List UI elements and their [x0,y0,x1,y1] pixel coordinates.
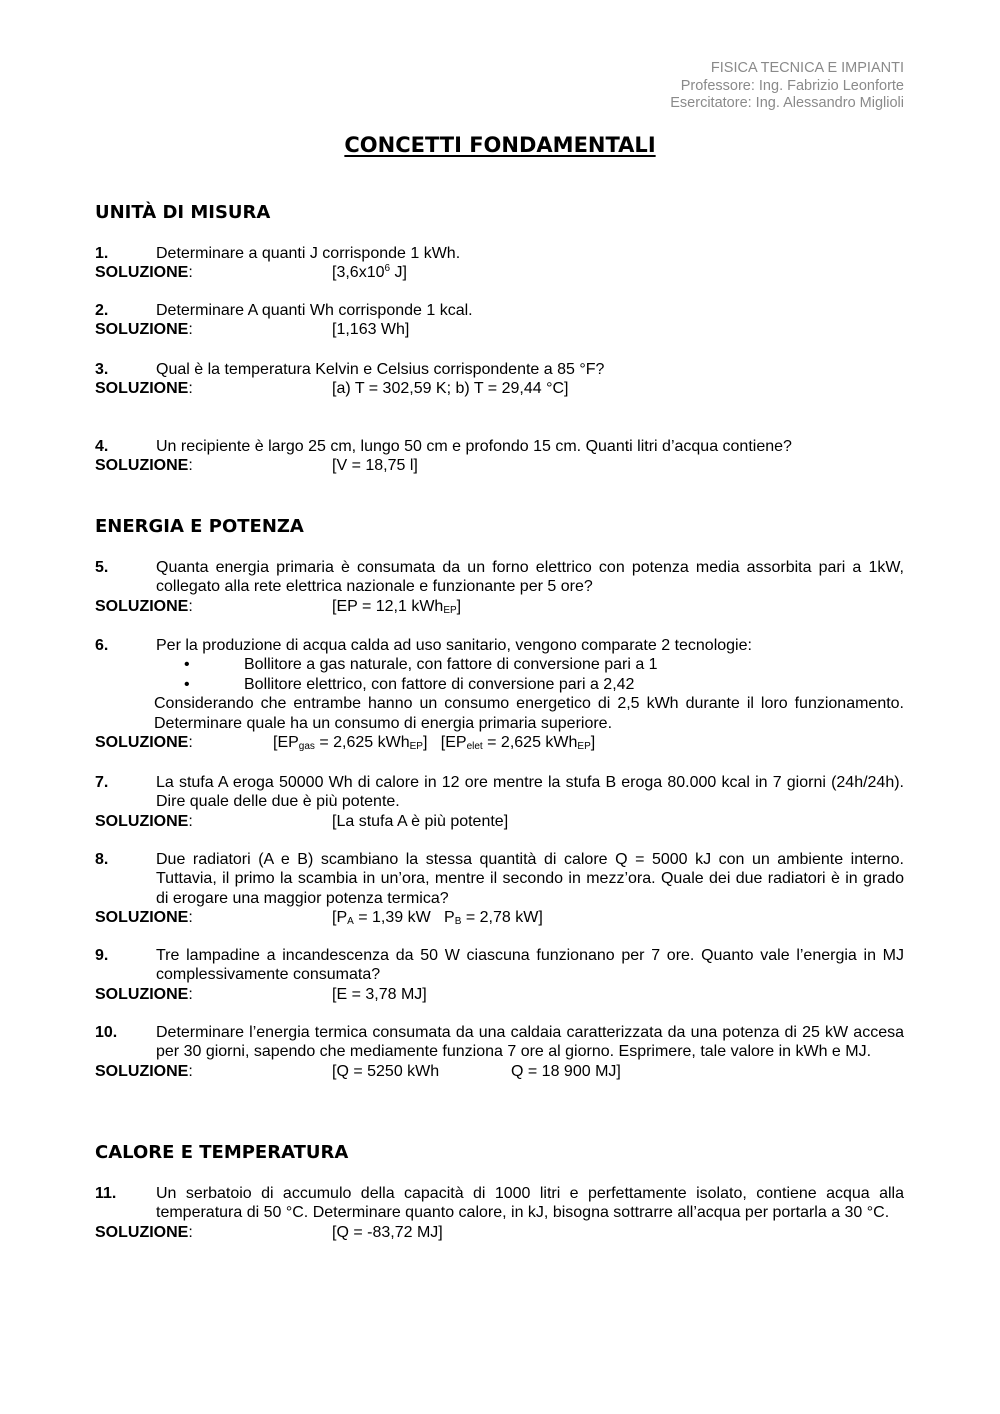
problem-number: 10. [95,1024,118,1041]
bullet-icon: • [184,656,190,674]
problem-2 [95,301,904,340]
solution-value: [Q = -83,72 MJ] [332,1223,443,1241]
section-heading-energy: ENERGIA E POTENZA [95,516,304,537]
problem-text: Qual è la temperatura Kelvin e Celsius corrispondente a 85 °F? [156,361,605,378]
solution-label: SOLUZIONE: [95,985,193,1003]
solution-value: [E = 3,78 MJ] [332,985,427,1003]
problem-7 [95,773,904,831]
solution-value: [$EP_{gas} = 2,625$ kWh$_{EP}$] [$EP_{elet} = 2,625$ kWh$_{EP}$] [273,734,596,753]
solution-row [95,1062,904,1081]
solution-row [95,985,904,1004]
solution-value-secondary: Q = 18 900 MJ] [511,1062,621,1080]
solution-value: [V = 18,75 l] [332,457,418,475]
bullet-icon: • [184,675,190,693]
solution-row [95,379,904,398]
problem-number: 5. [95,559,109,576]
solution-value: [a) T = 302,59 K; b) T = 29,44 °C] [332,380,569,398]
problem-number: 1. [95,245,109,262]
solution-value: [1,163 Wh] [332,321,410,339]
solution-row [95,320,904,339]
page-title: CONCETTI FONDAMENTALI [344,133,656,157]
problem-4 [95,437,904,476]
solution-label: SOLUZIONE: [95,380,193,398]
solution-label: SOLUZIONE: [95,909,193,927]
solution-label: SOLUZIONE: [95,597,193,615]
solution-value: [$3,6x10^6$ J] [332,263,407,282]
solution-label: SOLUZIONE: [95,734,193,752]
solution-row [95,1223,904,1242]
problem-text: Un recipiente è largo 25 cm, lungo 50 cm e profondo 15 cm. Quanti litri d’acqua contiene? [156,438,792,455]
problem-number: 9. [95,947,109,964]
problem-1 [95,244,904,283]
solution-row [95,597,904,616]
solution-value: [$P_A = 1,39$ kW $P_B = 2,78$ kW] [332,909,543,928]
list-item: • Bollitore a gas naturale, con fattore di conversione pari a 1 [184,656,658,674]
problem-6 [95,636,904,752]
problem-text: Due radiatori (A e B) scambiano la stessa quantità di calore Q = 5000 kJ con un ambiente interno. Tuttavia, il primo la scambia in un’ora, mentre il secondo in mezz’ora. Quale dei due radiatori è in grado di erogare una maggior potenza termica? [156,851,904,907]
solution-label: SOLUZIONE: [95,1223,193,1241]
problem-text: La stufa A eroga 50000 Wh di calore in 12 ore mentre la stufa B eroga 80.000 kcal in 7 giorni (24h/24h). Dire quale delle due è più potente. [156,774,904,811]
problem-text: Determinare l’energia termica consumata da una caldaia caratterizzata da una potenza di 25 kW accesa per 30 giorni, sapendo che mediamente funziona 7 ore al giorno. Esprimere, tale valore in kWh e MJ. [156,1024,904,1061]
instructor-line: Esercitatore: Ing. Alessandro Miglioli [670,95,904,111]
problem-10 [95,1023,904,1081]
problem-number: 8. [95,851,109,868]
section-heading-heat: CALORE E TEMPERATURA [95,1142,349,1163]
solution-value: [EP = 12,1 kWh$_{EP}$] [332,597,462,616]
solution-row [95,456,904,475]
solution-label: SOLUZIONE: [95,264,193,282]
problem-text: Determinare A quanti Wh corrisponde 1 kcal. [156,302,473,319]
problem-text-continued: Considerando che entrambe hanno un consumo energetico di 2,5 kWh durante il loro funzionamento. Determinare quale ha un consumo di energia primaria superiore. [154,695,904,732]
course-name: FISICA TECNICA E IMPIANTI [710,60,904,76]
solution-label: SOLUZIONE: [95,457,193,475]
solution-label: SOLUZIONE: [95,1062,193,1080]
page-header [670,60,904,113]
professor-line: Professore: Ing. Fabrizio Leonforte [680,77,904,94]
solution-row [95,812,904,831]
problem-9 [95,946,904,1004]
problem-number: 11. [95,1185,117,1202]
problem-number: 2. [95,302,109,319]
problem-5 [95,558,904,616]
solution-label: SOLUZIONE: [95,812,193,830]
problem-number: 3. [95,361,109,378]
problem-8 [95,850,904,928]
problem-text: Tre lampadine a incandescenza da 50 W ciascuna funzionano per 7 ore. Quanto vale l’energia in MJ complessivamente consumata? [156,947,904,984]
section-heading-units: UNITÀ DI MISURA [95,202,271,223]
technology-list [95,655,904,694]
list-item: • Bollitore elettrico, con fattore di conversione pari a 2,42 [184,675,635,693]
problem-number: 7. [95,774,109,791]
problem-number: 4. [95,438,109,455]
solution-row [95,733,904,752]
problem-3 [95,360,904,399]
problem-11 [95,1184,904,1242]
problem-text: Quanta energia primaria è consumata da un forno elettrico con potenza media assorbita pari a 1kW, collegato alla rete elettrica nazionale e funzionante per 5 ore? [156,559,904,596]
problem-text: Determinare a quanti J corrisponde 1 kWh. [156,245,461,262]
solution-row [95,908,904,927]
solution-label: SOLUZIONE: [95,321,193,339]
solution-row [95,263,904,282]
problem-text: Un serbatoio di accumulo della capacità di 1000 litri e perfettamente isolato, contiene acqua alla temperatura di 50 °C. Determinare quanto calore, in kJ, bisogna sottrarre all’acqua per portarla a 30 °C. [156,1185,904,1222]
solution-value: [La stufa A è più potente] [332,812,509,830]
solution-value: [Q = 5250 kWh [332,1062,440,1080]
problem-text: Per la produzione di acqua calda ad uso sanitario, vengono comparate 2 tecnologie: [156,637,752,654]
problem-number: 6. [95,637,109,654]
